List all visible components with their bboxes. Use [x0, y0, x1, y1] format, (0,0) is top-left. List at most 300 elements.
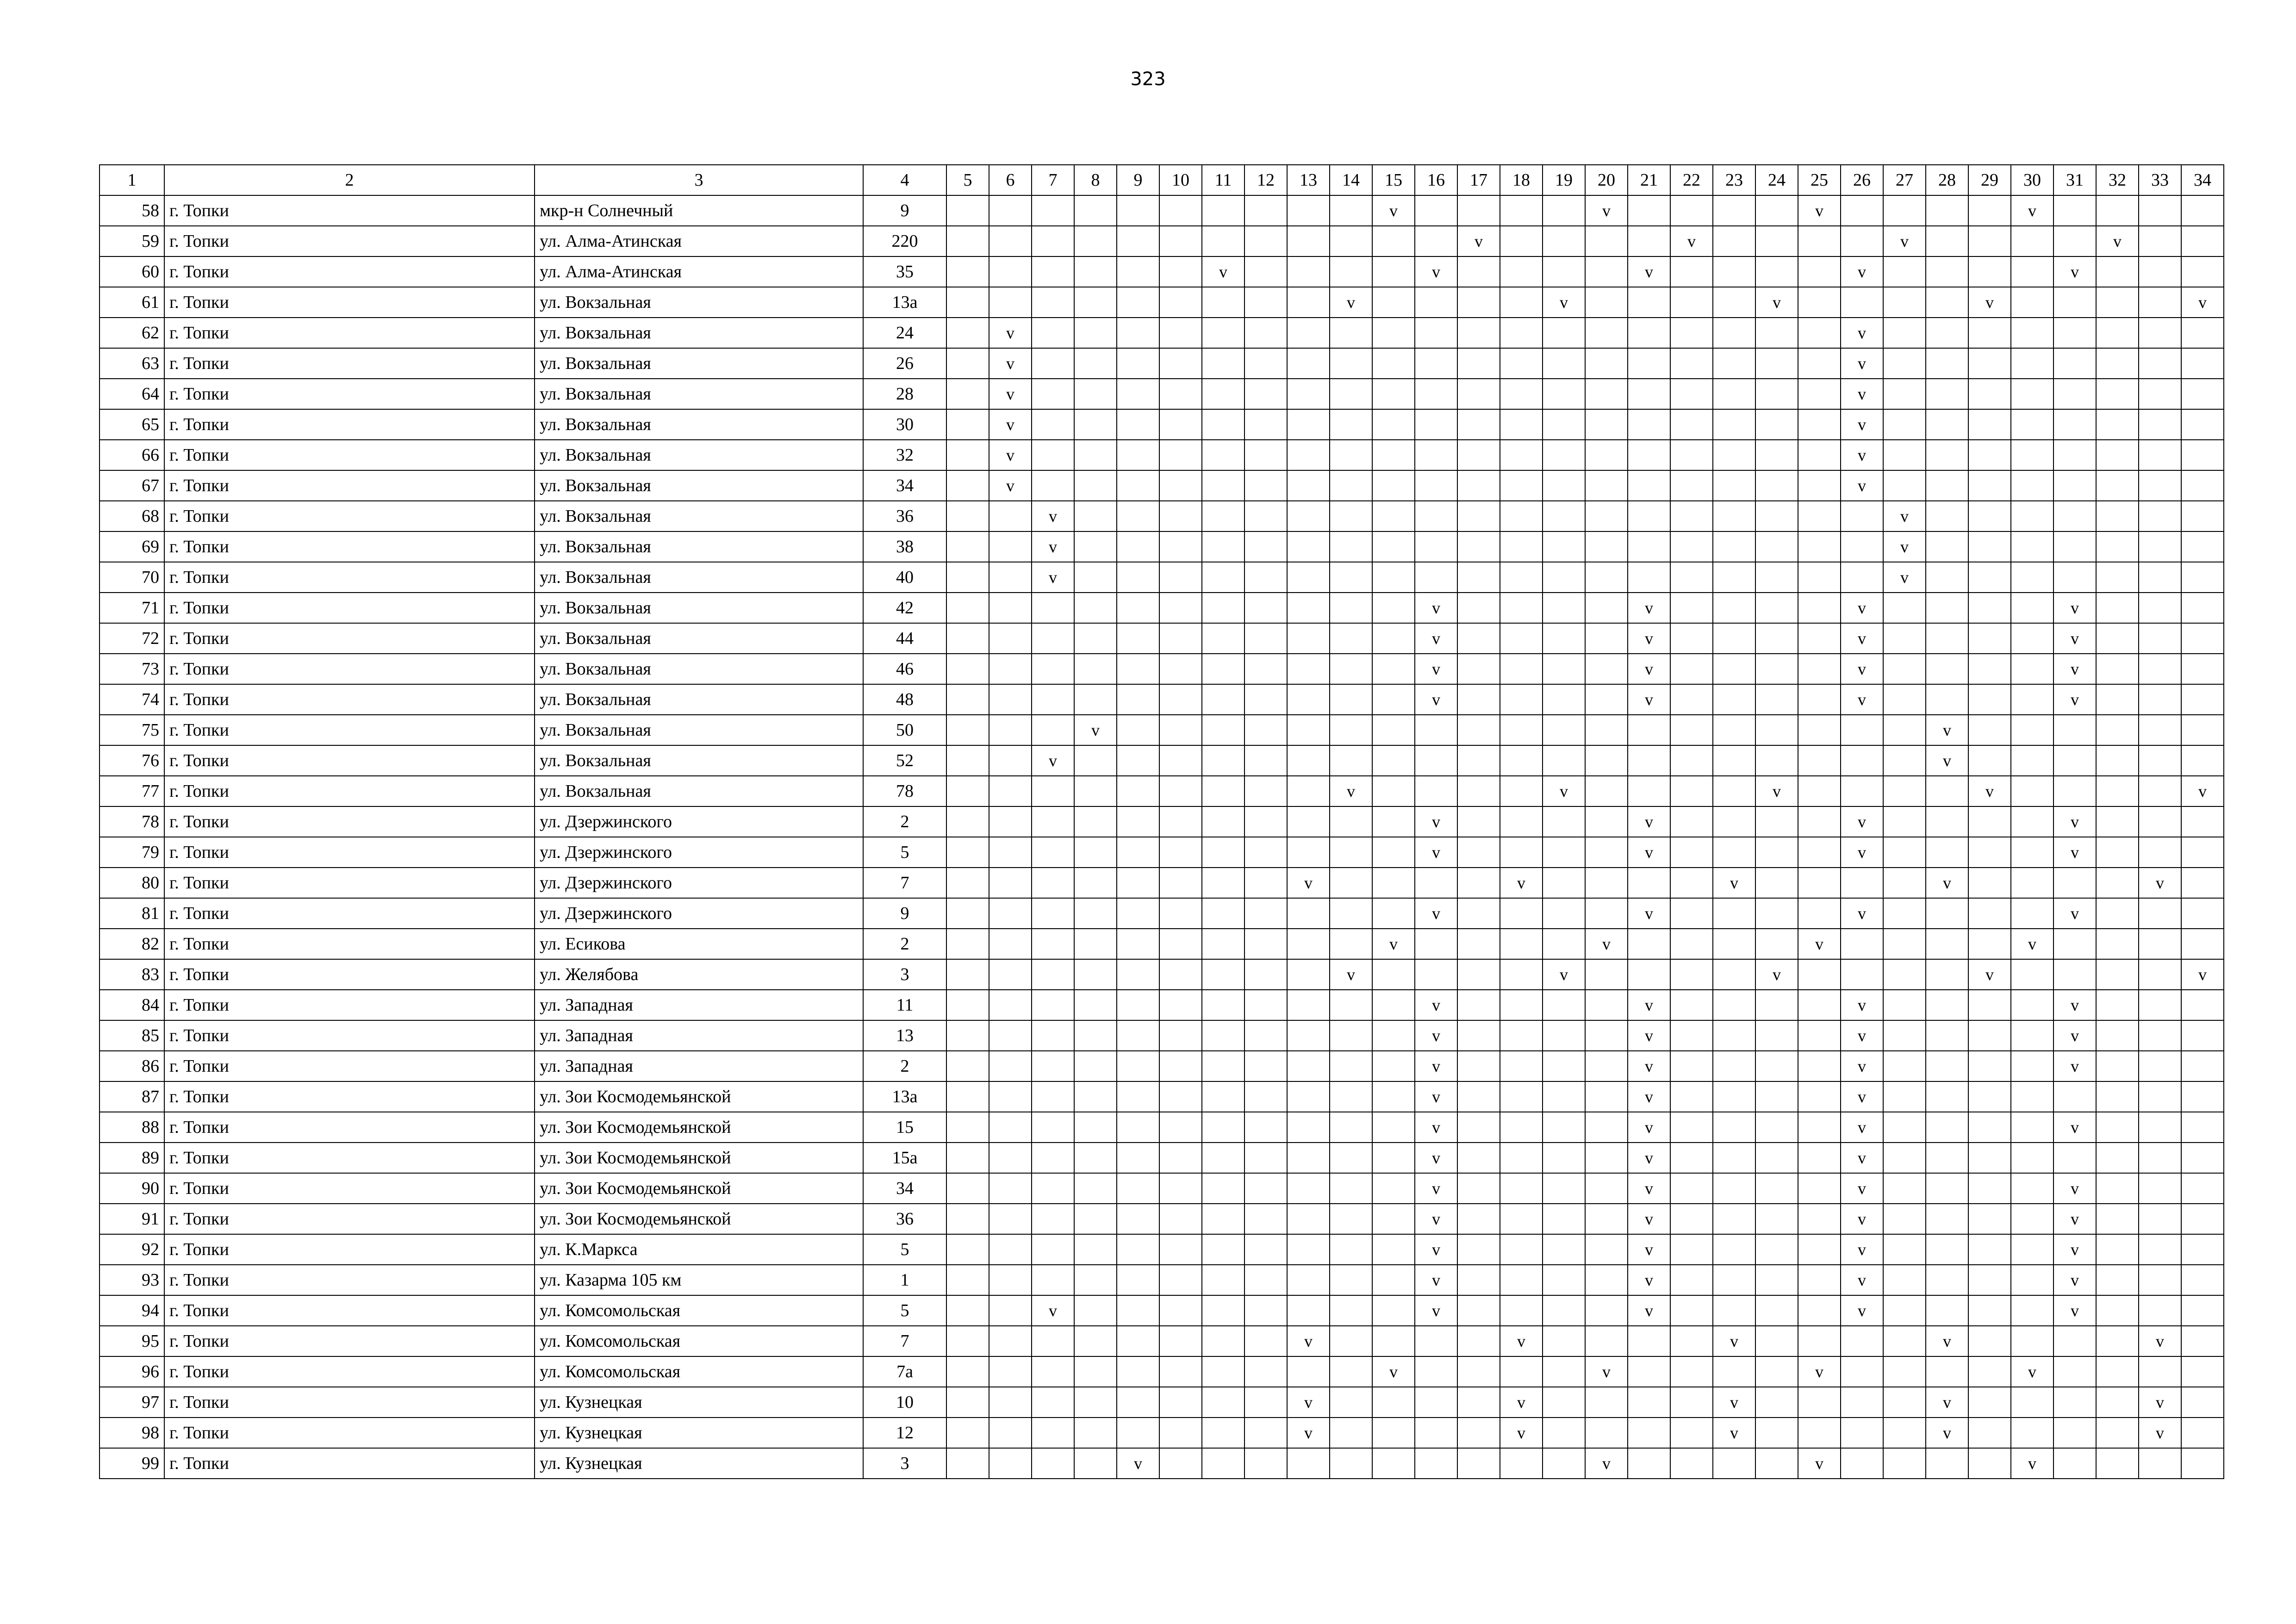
- empty-cell: [1074, 1173, 1117, 1204]
- mark-cell: v: [1713, 1387, 1755, 1418]
- empty-cell: [1585, 1051, 1628, 1081]
- city-cell: г. Топки: [164, 440, 535, 470]
- empty-cell: [1287, 348, 1330, 379]
- mark-cell: v: [1415, 1204, 1457, 1234]
- empty-cell: [1543, 1265, 1585, 1295]
- mark-cell: v: [1415, 256, 1457, 287]
- row-number: 89: [100, 1143, 164, 1173]
- city-cell: г. Топки: [164, 745, 535, 776]
- empty-cell: [1032, 195, 1074, 226]
- row-number: 79: [100, 837, 164, 868]
- empty-cell: [1585, 837, 1628, 868]
- empty-cell: [1457, 745, 1500, 776]
- empty-cell: [1074, 837, 1117, 868]
- empty-cell: [1968, 1020, 2011, 1051]
- mark-cell: v: [2053, 684, 2096, 715]
- table-row: [100, 562, 2224, 593]
- empty-cell: [1415, 1448, 1457, 1479]
- empty-cell: [1500, 1081, 1543, 1112]
- row-number: 61: [100, 287, 164, 318]
- empty-cell: [1372, 470, 1415, 501]
- empty-cell: [1330, 440, 1372, 470]
- empty-cell: [1032, 440, 1074, 470]
- empty-cell: [1032, 1204, 1074, 1234]
- empty-cell: [1883, 409, 1926, 440]
- empty-cell: [2011, 715, 2053, 745]
- empty-cell: [946, 806, 989, 837]
- empty-cell: [1287, 776, 1330, 806]
- empty-cell: [2096, 195, 2139, 226]
- empty-cell: [1330, 226, 1372, 256]
- mark-cell: v: [2011, 929, 2053, 959]
- empty-cell: [2181, 929, 2224, 959]
- empty-cell: [1500, 409, 1543, 440]
- empty-cell: [1500, 287, 1543, 318]
- empty-cell: [1287, 715, 1330, 745]
- city-cell: г. Топки: [164, 1295, 535, 1326]
- empty-cell: [1117, 1051, 1159, 1081]
- mark-cell: v: [1287, 1326, 1330, 1356]
- mark-cell: v: [2053, 256, 2096, 287]
- empty-cell: [1713, 684, 1755, 715]
- house-cell: 12: [863, 1418, 946, 1448]
- mark-cell: v: [1968, 776, 2011, 806]
- column-header-15: 15: [1372, 165, 1415, 195]
- empty-cell: [2096, 929, 2139, 959]
- empty-cell: [1926, 562, 1968, 593]
- empty-cell: [1415, 715, 1457, 745]
- empty-cell: [2053, 745, 2096, 776]
- empty-cell: [1330, 1265, 1372, 1295]
- empty-cell: [1670, 929, 1713, 959]
- empty-cell: [1074, 1326, 1117, 1356]
- empty-cell: [1798, 837, 1841, 868]
- empty-cell: [1457, 1326, 1500, 1356]
- empty-cell: [1244, 1020, 1287, 1051]
- empty-cell: [946, 1020, 989, 1051]
- mark-cell: v: [1841, 379, 1883, 409]
- row-number: 74: [100, 684, 164, 715]
- empty-cell: [2053, 776, 2096, 806]
- empty-cell: [1159, 226, 1202, 256]
- empty-cell: [1543, 593, 1585, 623]
- empty-cell: [1968, 623, 2011, 654]
- city-cell: г. Топки: [164, 1020, 535, 1051]
- empty-cell: [1926, 379, 1968, 409]
- city-cell: г. Топки: [164, 318, 535, 348]
- empty-cell: [1330, 470, 1372, 501]
- empty-cell: [1585, 1234, 1628, 1265]
- empty-cell: [1713, 409, 1755, 440]
- empty-cell: [1032, 1387, 1074, 1418]
- empty-cell: [1883, 1387, 1926, 1418]
- empty-cell: [2181, 1112, 2224, 1143]
- empty-cell: [989, 1448, 1032, 1479]
- empty-cell: [1415, 959, 1457, 990]
- empty-cell: [2096, 1173, 2139, 1204]
- empty-cell: [1032, 348, 1074, 379]
- empty-cell: [1372, 1051, 1415, 1081]
- empty-cell: [2181, 1204, 2224, 1234]
- empty-cell: [2139, 684, 2181, 715]
- empty-cell: [1287, 959, 1330, 990]
- empty-cell: [1330, 379, 1372, 409]
- empty-cell: [2139, 501, 2181, 531]
- mark-cell: v: [2053, 1234, 2096, 1265]
- street-cell: ул. Западная: [535, 1020, 863, 1051]
- empty-cell: [2096, 1234, 2139, 1265]
- house-cell: 30: [863, 409, 946, 440]
- empty-cell: [2053, 348, 2096, 379]
- empty-cell: [2096, 470, 2139, 501]
- empty-cell: [2096, 1326, 2139, 1356]
- empty-cell: [1244, 531, 1287, 562]
- empty-cell: [1670, 470, 1713, 501]
- empty-cell: [1670, 440, 1713, 470]
- mark-cell: v: [989, 379, 1032, 409]
- city-cell: г. Топки: [164, 990, 535, 1020]
- empty-cell: [1372, 1387, 1415, 1418]
- empty-cell: [2011, 1020, 2053, 1051]
- empty-cell: [1372, 1234, 1415, 1265]
- empty-cell: [1287, 684, 1330, 715]
- empty-cell: [1244, 1051, 1287, 1081]
- empty-cell: [1883, 470, 1926, 501]
- mark-cell: v: [1543, 959, 1585, 990]
- empty-cell: [946, 226, 989, 256]
- empty-cell: [1287, 929, 1330, 959]
- empty-cell: [2011, 531, 2053, 562]
- empty-cell: [1798, 684, 1841, 715]
- empty-cell: [1202, 1020, 1244, 1051]
- empty-cell: [1159, 806, 1202, 837]
- empty-cell: [1159, 1173, 1202, 1204]
- empty-cell: [1032, 1234, 1074, 1265]
- empty-cell: [946, 1051, 989, 1081]
- empty-cell: [1713, 287, 1755, 318]
- empty-cell: [1500, 623, 1543, 654]
- empty-cell: [2053, 409, 2096, 440]
- house-cell: 2: [863, 1051, 946, 1081]
- empty-cell: [1032, 379, 1074, 409]
- street-cell: ул. Дзержинского: [535, 898, 863, 929]
- empty-cell: [1372, 745, 1415, 776]
- empty-cell: [1244, 959, 1287, 990]
- empty-cell: [2011, 1326, 2053, 1356]
- empty-cell: [1117, 1418, 1159, 1448]
- city-cell: г. Топки: [164, 898, 535, 929]
- empty-cell: [1500, 1051, 1543, 1081]
- table-row: [100, 195, 2224, 226]
- empty-cell: [1926, 654, 1968, 684]
- mark-cell: v: [2139, 868, 2181, 898]
- empty-cell: [1755, 806, 1798, 837]
- row-number: 95: [100, 1326, 164, 1356]
- empty-cell: [1755, 929, 1798, 959]
- empty-cell: [2181, 898, 2224, 929]
- mark-cell: v: [1713, 1418, 1755, 1448]
- mark-cell: v: [1798, 1356, 1841, 1387]
- empty-cell: [1585, 684, 1628, 715]
- empty-cell: [1543, 1326, 1585, 1356]
- empty-cell: [1159, 990, 1202, 1020]
- empty-cell: [2011, 501, 2053, 531]
- empty-cell: [1159, 1204, 1202, 1234]
- empty-cell: [1372, 776, 1415, 806]
- empty-cell: [1287, 1295, 1330, 1326]
- street-cell: ул. Вокзальная: [535, 531, 863, 562]
- empty-cell: [1670, 837, 1713, 868]
- city-cell: г. Топки: [164, 1418, 535, 1448]
- empty-cell: [1074, 1295, 1117, 1326]
- empty-cell: [2139, 1234, 2181, 1265]
- empty-cell: [2011, 348, 2053, 379]
- empty-cell: [1798, 440, 1841, 470]
- column-header-10: 10: [1159, 165, 1202, 195]
- empty-cell: [1670, 715, 1713, 745]
- empty-cell: [1457, 868, 1500, 898]
- house-cell: 50: [863, 715, 946, 745]
- mark-cell: v: [1628, 1173, 1670, 1204]
- house-cell: 35: [863, 256, 946, 287]
- empty-cell: [2139, 1204, 2181, 1234]
- empty-cell: [2011, 1418, 2053, 1448]
- empty-cell: [1457, 1173, 1500, 1204]
- empty-cell: [1117, 1173, 1159, 1204]
- empty-cell: [989, 1204, 1032, 1234]
- empty-cell: [1500, 990, 1543, 1020]
- empty-cell: [1330, 868, 1372, 898]
- empty-cell: [1117, 287, 1159, 318]
- empty-cell: [1628, 959, 1670, 990]
- mark-cell: v: [1415, 593, 1457, 623]
- empty-cell: [946, 348, 989, 379]
- empty-cell: [1798, 1418, 1841, 1448]
- empty-cell: [1755, 1081, 1798, 1112]
- empty-cell: [1926, 898, 1968, 929]
- empty-cell: [1159, 1326, 1202, 1356]
- empty-cell: [1628, 715, 1670, 745]
- mark-cell: v: [2139, 1326, 2181, 1356]
- empty-cell: [1159, 287, 1202, 318]
- empty-cell: [1202, 287, 1244, 318]
- empty-cell: [1968, 1356, 2011, 1387]
- empty-cell: [2053, 1448, 2096, 1479]
- row-number: 75: [100, 715, 164, 745]
- empty-cell: [989, 1295, 1032, 1326]
- mark-cell: v: [1841, 623, 1883, 654]
- row-number: 96: [100, 1356, 164, 1387]
- empty-cell: [1968, 929, 2011, 959]
- empty-cell: [1798, 501, 1841, 531]
- empty-cell: [1585, 1295, 1628, 1326]
- empty-cell: [1500, 684, 1543, 715]
- table-row: [100, 654, 2224, 684]
- empty-cell: [2096, 1265, 2139, 1295]
- table-row: [100, 256, 2224, 287]
- empty-cell: [1244, 990, 1287, 1020]
- empty-cell: [1883, 1143, 1926, 1173]
- empty-cell: [1926, 593, 1968, 623]
- empty-cell: [2011, 654, 2053, 684]
- empty-cell: [1032, 226, 1074, 256]
- empty-cell: [1543, 1387, 1585, 1418]
- table-row: [100, 1448, 2224, 1479]
- empty-cell: [2011, 1051, 2053, 1081]
- empty-cell: [1244, 929, 1287, 959]
- empty-cell: [1500, 1234, 1543, 1265]
- empty-cell: [1543, 348, 1585, 379]
- mark-cell: v: [989, 409, 1032, 440]
- row-number: 90: [100, 1173, 164, 1204]
- empty-cell: [1713, 470, 1755, 501]
- mark-cell: v: [1841, 684, 1883, 715]
- mark-cell: v: [1968, 287, 2011, 318]
- empty-cell: [1543, 684, 1585, 715]
- empty-cell: [946, 868, 989, 898]
- street-cell: ул. Западная: [535, 990, 863, 1020]
- empty-cell: [1670, 287, 1713, 318]
- street-cell: ул. Вокзальная: [535, 470, 863, 501]
- empty-cell: [946, 562, 989, 593]
- empty-cell: [1074, 959, 1117, 990]
- empty-cell: [1287, 593, 1330, 623]
- empty-cell: [2011, 1143, 2053, 1173]
- empty-cell: [1585, 1418, 1628, 1448]
- empty-cell: [989, 1173, 1032, 1204]
- empty-cell: [1372, 531, 1415, 562]
- row-number: 92: [100, 1234, 164, 1265]
- empty-cell: [1883, 379, 1926, 409]
- empty-cell: [1883, 348, 1926, 379]
- empty-cell: [1330, 715, 1372, 745]
- empty-cell: [1926, 806, 1968, 837]
- empty-cell: [2181, 593, 2224, 623]
- empty-cell: [989, 501, 1032, 531]
- empty-cell: [2181, 318, 2224, 348]
- empty-cell: [989, 868, 1032, 898]
- empty-cell: [2181, 1143, 2224, 1173]
- empty-cell: [2181, 1234, 2224, 1265]
- empty-cell: [1968, 562, 2011, 593]
- empty-cell: [989, 287, 1032, 318]
- column-header-30: 30: [2011, 165, 2053, 195]
- mark-cell: v: [1841, 1265, 1883, 1295]
- empty-cell: [1032, 990, 1074, 1020]
- empty-cell: [1755, 1020, 1798, 1051]
- row-number: 73: [100, 654, 164, 684]
- house-cell: 5: [863, 1295, 946, 1326]
- row-number: 76: [100, 745, 164, 776]
- empty-cell: [2181, 868, 2224, 898]
- empty-cell: [1543, 562, 1585, 593]
- street-cell: ул. Кузнецкая: [535, 1418, 863, 1448]
- city-cell: г. Топки: [164, 1387, 535, 1418]
- empty-cell: [1457, 1204, 1500, 1234]
- empty-cell: [989, 1020, 1032, 1051]
- empty-cell: [1670, 1448, 1713, 1479]
- empty-cell: [1117, 1295, 1159, 1326]
- empty-cell: [1372, 990, 1415, 1020]
- mark-cell: v: [1926, 745, 1968, 776]
- empty-cell: [2181, 715, 2224, 745]
- column-header-11: 11: [1202, 165, 1244, 195]
- empty-cell: [1926, 837, 1968, 868]
- row-number: 68: [100, 501, 164, 531]
- street-cell: ул. Алма-Атинская: [535, 226, 863, 256]
- empty-cell: [1628, 287, 1670, 318]
- column-header-29: 29: [1968, 165, 2011, 195]
- empty-cell: [1244, 898, 1287, 929]
- empty-cell: [946, 1387, 989, 1418]
- city-cell: г. Топки: [164, 1234, 535, 1265]
- empty-cell: [2181, 654, 2224, 684]
- empty-cell: [946, 1112, 989, 1143]
- mark-cell: v: [989, 470, 1032, 501]
- city-cell: г. Топки: [164, 409, 535, 440]
- empty-cell: [1968, 1387, 2011, 1418]
- mark-cell: v: [1755, 959, 1798, 990]
- table-row: [100, 1326, 2224, 1356]
- empty-cell: [1330, 990, 1372, 1020]
- empty-cell: [1159, 898, 1202, 929]
- empty-cell: [946, 1234, 989, 1265]
- empty-cell: [2181, 562, 2224, 593]
- empty-cell: [2053, 226, 2096, 256]
- house-cell: 32: [863, 440, 946, 470]
- empty-cell: [1798, 1143, 1841, 1173]
- empty-cell: [1628, 195, 1670, 226]
- empty-cell: [1074, 1234, 1117, 1265]
- street-cell: мкр-н Солнечный: [535, 195, 863, 226]
- empty-cell: [989, 531, 1032, 562]
- empty-cell: [2053, 1143, 2096, 1173]
- table-row: [100, 929, 2224, 959]
- mark-cell: v: [1883, 501, 1926, 531]
- empty-cell: [2139, 1295, 2181, 1326]
- empty-cell: [1244, 1356, 1287, 1387]
- empty-cell: [1372, 1295, 1415, 1326]
- empty-cell: [1372, 409, 1415, 440]
- city-cell: г. Топки: [164, 715, 535, 745]
- empty-cell: [2053, 195, 2096, 226]
- table-row: [100, 623, 2224, 654]
- empty-cell: [946, 318, 989, 348]
- empty-cell: [1670, 959, 1713, 990]
- empty-cell: [1415, 531, 1457, 562]
- row-number: 99: [100, 1448, 164, 1479]
- empty-cell: [1244, 806, 1287, 837]
- mark-cell: v: [2053, 1295, 2096, 1326]
- mark-cell: v: [1628, 1143, 1670, 1173]
- row-number: 72: [100, 623, 164, 654]
- city-cell: г. Топки: [164, 1112, 535, 1143]
- empty-cell: [1074, 379, 1117, 409]
- empty-cell: [1755, 1143, 1798, 1173]
- street-cell: ул. Вокзальная: [535, 440, 863, 470]
- empty-cell: [1117, 990, 1159, 1020]
- empty-cell: [1670, 1112, 1713, 1143]
- mark-cell: v: [1500, 1418, 1543, 1448]
- mark-cell: v: [1841, 1234, 1883, 1265]
- empty-cell: [946, 1326, 989, 1356]
- empty-cell: [2139, 409, 2181, 440]
- empty-cell: [1372, 287, 1415, 318]
- column-header-2: 2: [164, 165, 535, 195]
- empty-cell: [989, 990, 1032, 1020]
- empty-cell: [1798, 470, 1841, 501]
- mark-cell: v: [1968, 959, 2011, 990]
